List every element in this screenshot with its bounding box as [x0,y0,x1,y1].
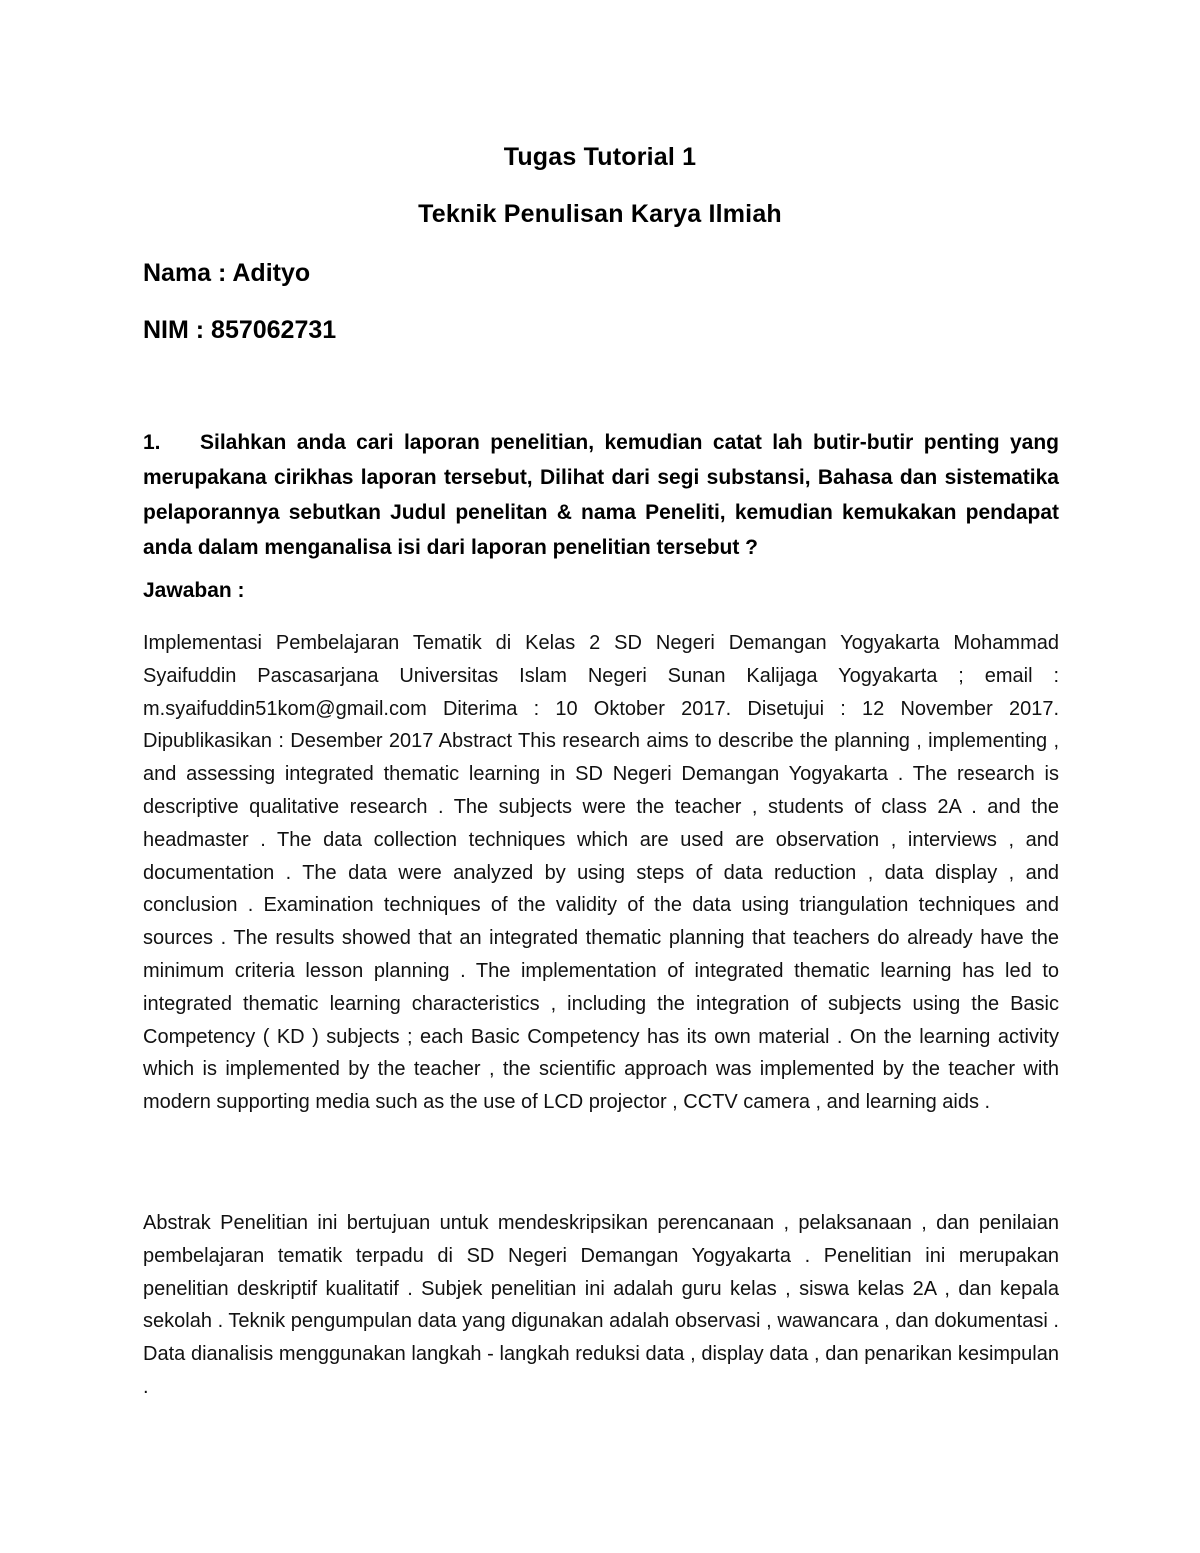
question-block [143,425,1059,565]
student-nim: NIM : 857062731 [143,316,337,344]
question-text: Silahkan anda cari laporan penelitian, kemudian catat lah butir-butir penting yang merupakana cirikhas laporan tersebut, Dilihat dari segi substansi, Bahasa dan sistematika pelaporannya sebutkan Judul penelitan & nama Peneliti, kemudian kemukakan pendapat anda dalam menganalisa isi dari laporan penelitian tersebut ? [143,431,1059,559]
document-title: Tugas Tutorial 1 [503,143,697,171]
document-subtitle: Teknik Penulisan Karya Ilmiah [418,200,782,228]
student-name: Nama : Adityo [143,259,311,287]
question-number: 1. [143,431,161,454]
answer-paragraph-abstract: Implementasi Pembelajaran Tematik di Kelas 2 SD Negeri Demangan Yogyakarta Mohammad Syaifuddin Pascasarjana Universitas Islam Negeri Sunan Kalijaga Yogyakarta ; email : m.syaifuddin51kom@gmail.com Diterima : 10 Oktober 2017. Disetujui : 12 November 2017. Dipublikasikan : Desember 2017 Abstract This research aims to describe the planning , implementing , and assessing integrated thematic learning in SD Negeri Demangan Yogyakarta . The research is descriptive qualitative research . The subjects were the teacher , students of class 2A . and the headmaster . The data collection techniques which are used are observation , interviews , and documentation . The data were analyzed by using steps of data reduction , data display , and conclusion . Examination techniques of the validity of the data using triangulation techniques and sources . The results showed that an integrated thematic planning that teachers do already have the minimum criteria lesson planning . The implementation of integrated thematic learning has led to integrated thematic learning characteristics , including the integration of subjects using the Basic Competency ( KD ) subjects ; each Basic Competency has its own material . On the learning activity which is implemented by the teacher , the scientific approach was implemented by the teacher with modern supporting media such as the use of LCD projector , CCTV camera , and learning aids . [143,632,1059,1114]
answer-label: Jawaban : [143,579,245,602]
answer-paragraph-abstrak: Abstrak Penelitian ini bertujuan untuk mendeskripsikan perencanaan , pelaksanaan , dan penilaian pembelajaran tematik terpadu di SD Negeri Demangan Yogyakarta . Penelitian ini merupakan penelitian deskriptif kualitatif . Subjek penelitian ini adalah guru kelas , siswa kelas 2A , dan kepala sekolah . Teknik pengumpulan data yang digunakan adalah observasi , wawancara , dan dokumentasi . Data dianalisis menggunakan langkah - langkah reduksi data , display data , dan penarikan kesimpulan . [143,1212,1059,1398]
